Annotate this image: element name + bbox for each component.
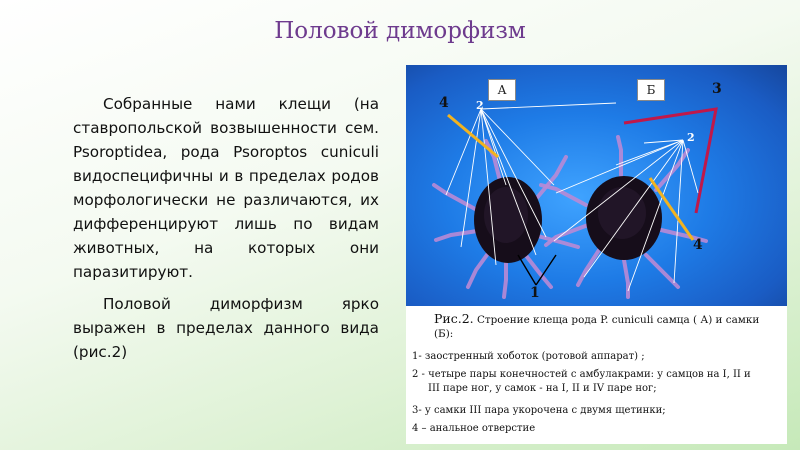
caption-item-1: 1- заостренный хоботок (ротовой аппарат) ; [412,351,645,362]
caption-title [434,312,779,341]
caption-item-3: 3- у самки III пара укорочена с двумя щетинки; [412,405,666,416]
label-b: Б [637,79,665,101]
figure-caption [406,306,787,444]
body-text [73,92,379,372]
number-1: 1 [530,285,540,301]
mite-illustration [406,65,787,306]
caption-ris: Рис.2. [434,311,474,326]
number-4-right: 4 [693,237,703,253]
number-4-left: 4 [439,95,449,111]
number-3: 3 [712,81,722,97]
caption-title-text: Строение клеща рода P. cuniculi самца ( А) и самки (Б): [434,314,760,340]
caption-item-4: 4 – анальное отверстие [412,423,536,434]
number-2-right: 2 [687,131,695,144]
label-a: А [488,79,516,101]
slide-title: Половой диморфизм [274,18,526,44]
number-2-left: 2 [476,99,484,112]
pointer-lines-a [446,103,616,265]
caption-item-2 [412,368,784,396]
caption-item-2b: III паре ног, у самок - на I, II и IV паре ног; [428,383,657,394]
paragraph-dimorphism: Половой диморфизм ярко выражен в пределах данного вида (рис.2) [73,295,379,361]
paragraph-collected-mites: Собранные нами клещи (на ставропольской возвышенности сем. Psoroptidea, рода Psoroptos cuniculi видоспецифичны и в пределах родов морфологически не различаются, их дифференцируют лишь по видам животных, на которых они паразитируют. [73,95,379,281]
caption-item-2a: 2 - четыре пары конечностей с амбулакрами: у самцов на I, II и [412,369,751,380]
yellow-marker-a [448,115,498,157]
mite-figure [406,65,787,306]
